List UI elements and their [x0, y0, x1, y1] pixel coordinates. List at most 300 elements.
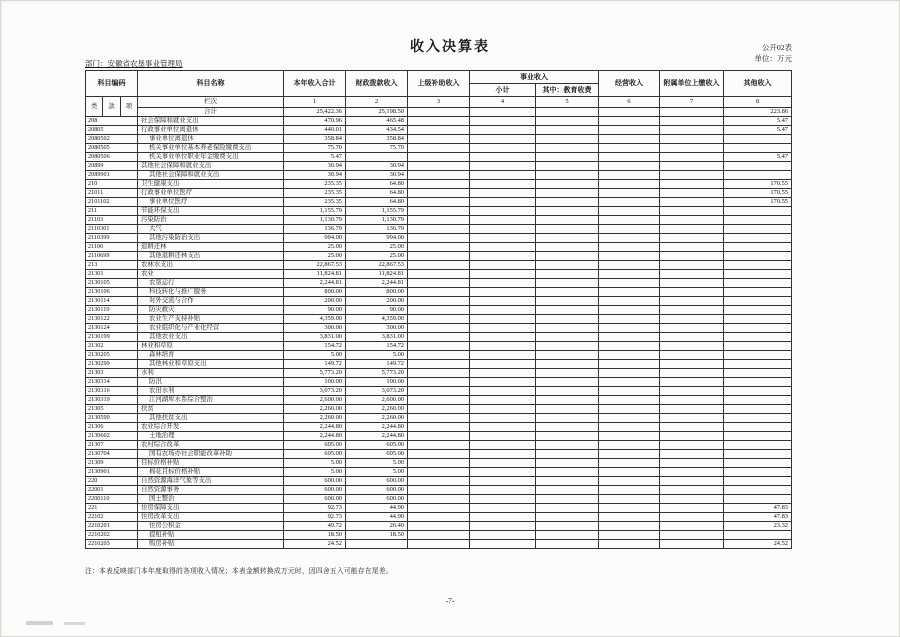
value-cell [724, 270, 792, 279]
grand-total-value [470, 108, 536, 117]
subject-code: 2080502 [86, 135, 138, 144]
value-cell [724, 243, 792, 252]
value-cell [724, 135, 792, 144]
value-cell [660, 243, 724, 252]
value-cell [408, 225, 470, 234]
value-cell [536, 153, 599, 162]
value-cell [470, 468, 536, 477]
table-row [86, 189, 792, 198]
value-cell [408, 531, 470, 540]
revenue-final-accounts-table [85, 70, 792, 549]
value-cell [536, 468, 599, 477]
subject-code: 2130314 [86, 378, 138, 387]
value-cell: 92.73 [284, 513, 346, 522]
value-cell [408, 234, 470, 243]
value-cell [470, 387, 536, 396]
value-cell [724, 252, 792, 261]
value-cell [470, 135, 536, 144]
subject-name: 农田水利 [138, 387, 284, 396]
value-cell [724, 234, 792, 243]
value-cell [408, 360, 470, 369]
table-row [86, 324, 792, 333]
value-cell: 30.94 [346, 171, 408, 180]
value-cell [724, 369, 792, 378]
subject-name: 农垦运行 [138, 279, 284, 288]
value-cell [470, 279, 536, 288]
table-row [86, 315, 792, 324]
value-cell: 600.00 [284, 486, 346, 495]
column-index-row [86, 97, 792, 108]
subject-name: 防灾救灾 [138, 306, 284, 315]
value-cell [660, 234, 724, 243]
subject-code: 2130319 [86, 396, 138, 405]
value-cell [599, 306, 660, 315]
value-cell [408, 297, 470, 306]
value-cell [408, 396, 470, 405]
value-cell [470, 261, 536, 270]
value-cell [660, 153, 724, 162]
value-cell [599, 135, 660, 144]
table-row [86, 126, 792, 135]
table-row [86, 333, 792, 342]
value-cell: 200.00 [284, 297, 346, 306]
subject-name: 森林培育 [138, 351, 284, 360]
value-cell: 5.47 [724, 153, 792, 162]
value-cell [470, 315, 536, 324]
subject-code: 22102 [86, 513, 138, 522]
subject-code: 2130119 [86, 306, 138, 315]
unit-label: 单位：万元 [754, 54, 792, 63]
value-cell [408, 513, 470, 522]
value-cell: 5.47 [284, 153, 346, 162]
value-cell: 49.72 [284, 522, 346, 531]
value-cell [536, 513, 599, 522]
value-cell: 44.90 [346, 513, 408, 522]
value-cell [536, 126, 599, 135]
value-cell [470, 351, 536, 360]
value-cell [470, 495, 536, 504]
col-header-operating-income: 经营收入 [599, 71, 660, 97]
subject-name: 行政事业单位离退休 [138, 126, 284, 135]
value-cell [408, 180, 470, 189]
value-cell [536, 495, 599, 504]
subject-name: 卫生健康支出 [138, 180, 284, 189]
value-cell [408, 126, 470, 135]
subject-code: 21106 [86, 243, 138, 252]
value-cell [408, 270, 470, 279]
subject-code: 21306 [86, 423, 138, 432]
subject-name: 大气 [138, 225, 284, 234]
value-cell [470, 396, 536, 405]
value-cell [660, 180, 724, 189]
value-cell: 75.70 [346, 144, 408, 153]
value-cell: 47.83 [724, 513, 792, 522]
table-row [86, 243, 792, 252]
value-cell: 18.50 [284, 531, 346, 540]
value-cell [660, 333, 724, 342]
value-cell: 170.55 [724, 198, 792, 207]
value-cell [724, 387, 792, 396]
value-cell [408, 432, 470, 441]
value-cell [536, 171, 599, 180]
value-cell [470, 513, 536, 522]
value-cell [346, 153, 408, 162]
value-cell [599, 387, 660, 396]
value-cell: 3,073.20 [284, 387, 346, 396]
value-cell [536, 396, 599, 405]
subject-name: 林业和草原 [138, 342, 284, 351]
value-cell [408, 387, 470, 396]
value-cell [536, 504, 599, 513]
code-part-class: 类 [86, 97, 103, 116]
value-cell [599, 423, 660, 432]
grand-total-value [660, 108, 724, 117]
value-cell: 5.00 [284, 351, 346, 360]
value-cell: 994.00 [284, 234, 346, 243]
subject-code: 2080506 [86, 153, 138, 162]
value-cell: 26.40 [346, 522, 408, 531]
value-cell [724, 216, 792, 225]
subject-code: 22001 [86, 486, 138, 495]
value-cell [660, 396, 724, 405]
value-cell: 90.00 [346, 306, 408, 315]
value-cell [724, 450, 792, 459]
grand-total-value [599, 108, 660, 117]
value-cell: 4,359.00 [284, 315, 346, 324]
value-cell [536, 333, 599, 342]
value-cell [724, 432, 792, 441]
value-cell [536, 459, 599, 468]
value-cell [536, 324, 599, 333]
value-cell [660, 369, 724, 378]
column-number: 3 [408, 97, 470, 108]
subject-name: 对外交流与合作 [138, 297, 284, 306]
subject-code: 2130205 [86, 351, 138, 360]
value-cell [724, 171, 792, 180]
value-cell [660, 450, 724, 459]
subject-name: 污染防治 [138, 216, 284, 225]
value-cell [536, 261, 599, 270]
value-cell [536, 450, 599, 459]
value-cell: 465.48 [346, 117, 408, 126]
value-cell: 994.00 [346, 234, 408, 243]
value-cell [536, 306, 599, 315]
table-row [86, 531, 792, 540]
value-cell [536, 441, 599, 450]
table-row [86, 387, 792, 396]
value-cell [536, 162, 599, 171]
value-cell [599, 414, 660, 423]
value-cell [408, 144, 470, 153]
value-cell: 800.00 [346, 288, 408, 297]
value-cell [724, 315, 792, 324]
subject-code: 2110301 [86, 225, 138, 234]
table-row [86, 414, 792, 423]
value-cell: 235.35 [284, 198, 346, 207]
table-row [86, 207, 792, 216]
subject-name: 国有农场办社会职能改革补助 [138, 450, 284, 459]
value-cell [660, 198, 724, 207]
value-cell [408, 486, 470, 495]
value-cell: 30.94 [284, 162, 346, 171]
value-cell: 22,867.53 [284, 261, 346, 270]
value-cell [408, 468, 470, 477]
table-row [86, 198, 792, 207]
lanci-label: 栏次 [138, 97, 284, 108]
value-cell: 300.00 [346, 324, 408, 333]
value-cell [599, 495, 660, 504]
value-cell [470, 333, 536, 342]
subject-code: 2130299 [86, 360, 138, 369]
value-cell [470, 189, 536, 198]
subject-name: 机关事业单位职业年金缴费支出 [138, 153, 284, 162]
table-row [86, 369, 792, 378]
value-cell [536, 342, 599, 351]
column-number: 2 [346, 97, 408, 108]
value-cell [660, 225, 724, 234]
value-cell: 149.72 [284, 360, 346, 369]
value-cell [599, 225, 660, 234]
value-cell [408, 279, 470, 288]
value-cell: 24.52 [284, 540, 346, 549]
value-cell [660, 297, 724, 306]
grand-total-label: 合计 [138, 108, 284, 117]
table-row [86, 153, 792, 162]
table-row [86, 144, 792, 153]
table-row [86, 468, 792, 477]
grand-total-value: 25,422.36 [284, 108, 346, 117]
value-cell: 600.00 [346, 495, 408, 504]
value-cell [660, 135, 724, 144]
value-cell: 5.47 [724, 126, 792, 135]
subject-name: 自然资源事务 [138, 486, 284, 495]
table-row [86, 342, 792, 351]
subject-name: 其他农业支出 [138, 333, 284, 342]
value-cell: 605.00 [284, 450, 346, 459]
value-cell [724, 405, 792, 414]
value-cell [408, 198, 470, 207]
subject-name: 土地治理 [138, 432, 284, 441]
col-header-other-income: 其他收入 [724, 71, 792, 97]
subject-name: 行政事业单位医疗 [138, 189, 284, 198]
value-cell [599, 288, 660, 297]
grand-total-row [86, 108, 792, 117]
value-cell [536, 243, 599, 252]
value-cell: 25.00 [284, 243, 346, 252]
value-cell [470, 486, 536, 495]
value-cell: 25.00 [284, 252, 346, 261]
value-cell [660, 216, 724, 225]
value-cell [470, 414, 536, 423]
value-cell [599, 216, 660, 225]
value-cell: 600.00 [284, 495, 346, 504]
value-cell [724, 225, 792, 234]
value-cell [660, 117, 724, 126]
code-part-section: 款 [103, 97, 120, 116]
value-cell: 11,824.81 [284, 270, 346, 279]
value-cell [536, 531, 599, 540]
value-cell [660, 360, 724, 369]
value-cell [660, 540, 724, 549]
value-cell [660, 387, 724, 396]
table-row [86, 495, 792, 504]
subject-code: 210 [86, 180, 138, 189]
value-cell [660, 306, 724, 315]
value-cell [599, 171, 660, 180]
value-cell: 5,773.20 [346, 369, 408, 378]
value-cell: 605.00 [346, 441, 408, 450]
value-cell [470, 117, 536, 126]
value-cell [408, 117, 470, 126]
value-cell: 434.54 [346, 126, 408, 135]
value-cell: 136.79 [284, 225, 346, 234]
code-parts [86, 97, 137, 116]
table-body [86, 117, 792, 549]
value-cell [599, 144, 660, 153]
value-cell: 24.52 [724, 540, 792, 549]
subject-code: 2130901 [86, 468, 138, 477]
value-cell [724, 531, 792, 540]
col-header-subject-code: 科目编码 [86, 71, 138, 97]
value-cell [599, 180, 660, 189]
value-cell [536, 207, 599, 216]
value-cell: 470.96 [284, 117, 346, 126]
department-label: 部门：安徽省农垦事业管理局 [85, 59, 183, 68]
value-cell [408, 405, 470, 414]
value-cell: 30.94 [284, 171, 346, 180]
subject-code: 21307 [86, 441, 138, 450]
subject-code: 2200110 [86, 495, 138, 504]
value-cell [408, 369, 470, 378]
value-cell [599, 522, 660, 531]
subject-name: 节能环保支出 [138, 207, 284, 216]
value-cell [536, 234, 599, 243]
table-row [86, 162, 792, 171]
value-cell [408, 522, 470, 531]
value-cell [470, 234, 536, 243]
col-header-business-income: 事业收入 [470, 71, 599, 84]
value-cell [599, 297, 660, 306]
table-row [86, 513, 792, 522]
subject-code: 211 [86, 207, 138, 216]
value-cell: 3,831.00 [346, 333, 408, 342]
value-cell [408, 441, 470, 450]
value-cell [724, 306, 792, 315]
value-cell [470, 180, 536, 189]
table-row [86, 504, 792, 513]
value-cell [536, 405, 599, 414]
value-cell [724, 297, 792, 306]
value-cell [724, 324, 792, 333]
value-cell [536, 135, 599, 144]
value-cell [660, 378, 724, 387]
value-cell: 2,260.00 [346, 414, 408, 423]
value-cell [724, 162, 792, 171]
subject-code: 21309 [86, 459, 138, 468]
value-cell [660, 162, 724, 171]
table-row [86, 171, 792, 180]
value-cell: 2,600.00 [346, 396, 408, 405]
table-row [86, 405, 792, 414]
col-header-fiscal-appropriation: 财政拨款收入 [346, 71, 408, 97]
value-cell [599, 153, 660, 162]
subject-name: 其他扶贫支出 [138, 414, 284, 423]
subject-name: 农业 [138, 270, 284, 279]
value-cell [660, 288, 724, 297]
value-cell [599, 540, 660, 549]
table-row [86, 225, 792, 234]
value-cell [599, 369, 660, 378]
value-cell [724, 333, 792, 342]
page-title: 收入决算表 [410, 40, 490, 55]
value-cell [660, 513, 724, 522]
value-cell: 2,244.80 [346, 432, 408, 441]
value-cell [408, 342, 470, 351]
table-row [86, 117, 792, 126]
subject-name: 农业综合开发 [138, 423, 284, 432]
table-row [86, 297, 792, 306]
value-cell [536, 477, 599, 486]
value-cell: 358.84 [284, 135, 346, 144]
subject-code: 2110399 [86, 234, 138, 243]
column-number: 7 [660, 97, 724, 108]
subject-code: 21301 [86, 270, 138, 279]
value-cell [408, 495, 470, 504]
value-cell [599, 360, 660, 369]
scan-artifact [26, 621, 53, 625]
value-cell: 2,244.81 [346, 279, 408, 288]
value-cell [408, 378, 470, 387]
value-cell [408, 162, 470, 171]
value-cell [724, 207, 792, 216]
subject-name: 购房补贴 [138, 540, 284, 549]
table-row [86, 216, 792, 225]
value-cell [660, 441, 724, 450]
value-cell [724, 279, 792, 288]
subject-code: 2210202 [86, 531, 138, 540]
value-cell [724, 288, 792, 297]
subject-code: 2130704 [86, 450, 138, 459]
value-cell [470, 288, 536, 297]
value-cell [536, 387, 599, 396]
subject-name: 国土整治 [138, 495, 284, 504]
value-cell: 170.55 [724, 180, 792, 189]
value-cell [599, 315, 660, 324]
value-cell [408, 171, 470, 180]
subject-name: 农业组织化与产业化经营 [138, 324, 284, 333]
value-cell: 600.00 [346, 477, 408, 486]
subject-name: 住房保障支出 [138, 504, 284, 513]
value-cell [536, 378, 599, 387]
value-cell [470, 306, 536, 315]
value-cell [660, 414, 724, 423]
value-cell [408, 423, 470, 432]
value-cell [470, 144, 536, 153]
value-cell [408, 288, 470, 297]
subject-name: 水利 [138, 369, 284, 378]
value-cell: 1,155.79 [284, 207, 346, 216]
value-cell [408, 252, 470, 261]
value-cell [724, 144, 792, 153]
value-cell [599, 531, 660, 540]
value-cell [408, 414, 470, 423]
value-cell [470, 198, 536, 207]
column-number: 8 [724, 97, 792, 108]
value-cell: 92.73 [284, 504, 346, 513]
value-cell: 605.00 [346, 450, 408, 459]
value-cell [599, 162, 660, 171]
value-cell [470, 126, 536, 135]
